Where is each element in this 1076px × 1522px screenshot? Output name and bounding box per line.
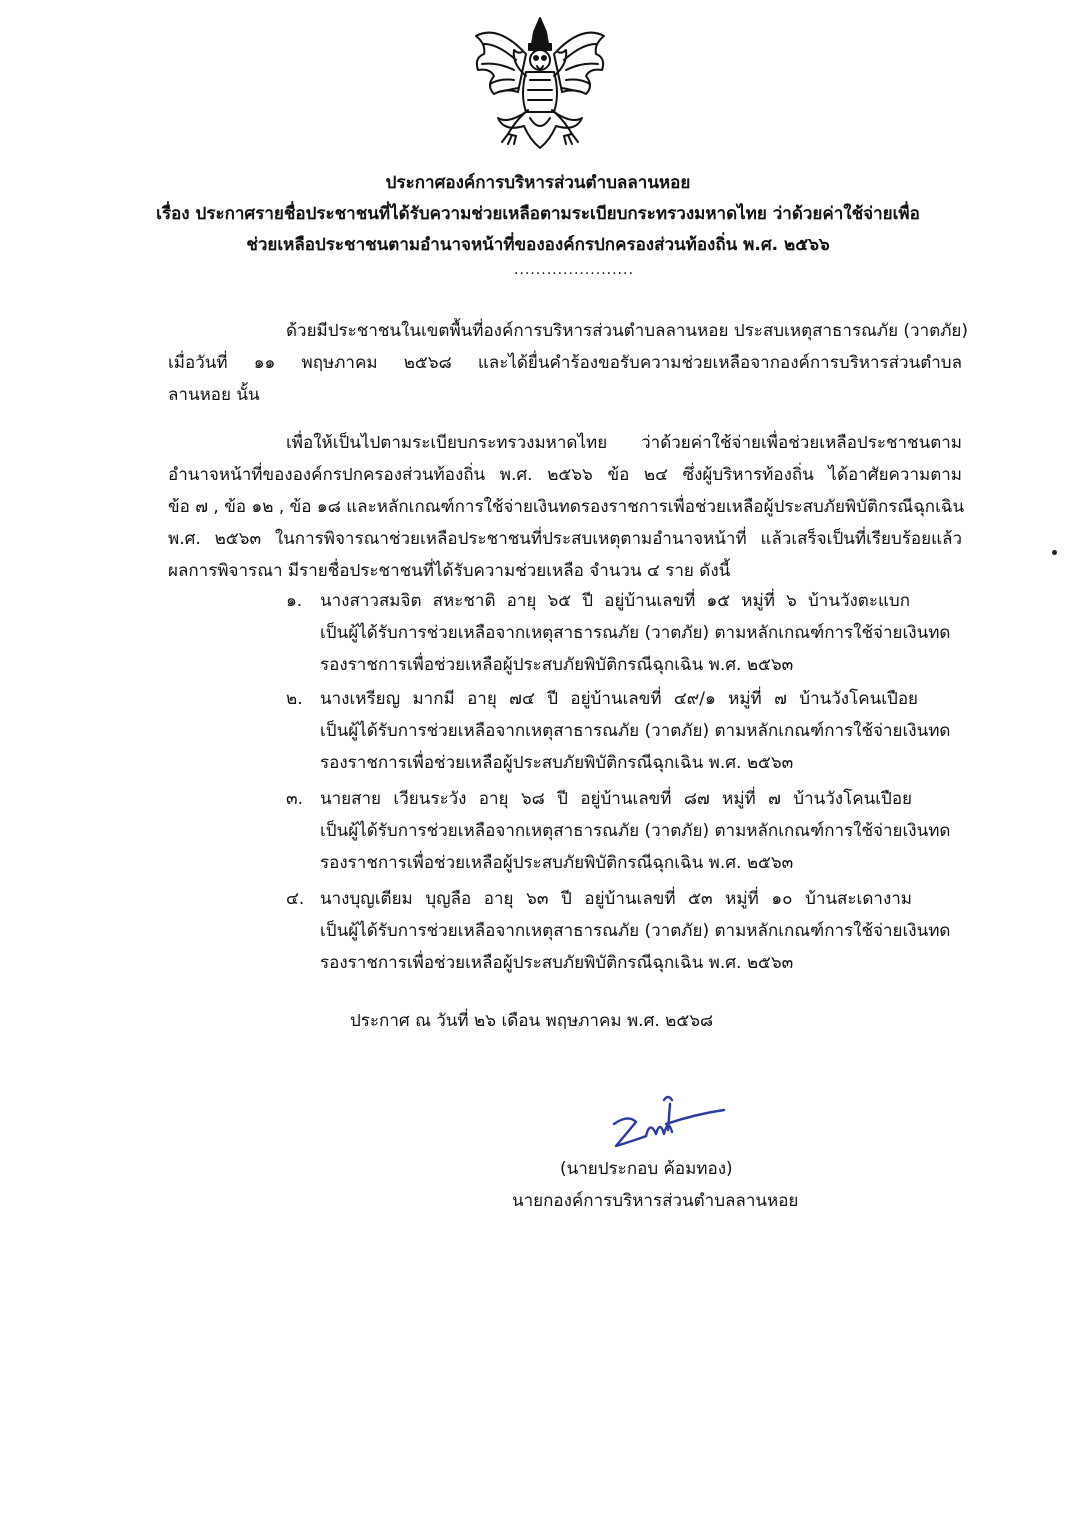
recipient-line-3: รองราชการเพื่อช่วยเหลือผู้ประสบภัยพิบัติกรณีฉุกเฉิน พ.ศ. ๒๕๖๓ [320, 853, 794, 873]
recipient-line-3: รองราชการเพื่อช่วยเหลือผู้ประสบภัยพิบัติกรณีฉุกเฉิน พ.ศ. ๒๕๖๓ [320, 953, 794, 973]
paragraph-1-line-2: เมื่อวันที่ ๑๑ พฤษภาคม ๒๕๖๘ และได้ยื่นคำร้องขอรับความช่วยเหลือจากองค์การบริหารส่วนตำบล [168, 353, 962, 373]
recipient-line-2: เป็นผู้ได้รับการช่วยเหลือจากเหตุสาธารณภัย (วาตภัย) ตามหลักเกณฑ์การใช้จ่ายเงินทด [320, 721, 951, 741]
recipient-line-1: นายสาย เวียนระวัง อายุ ๖๘ ปี อยู่บ้านเลขที่ ๘๗ หมู่ที่ ๗ บ้านวังโคนเปือย [320, 789, 912, 809]
paragraph-2-line-2: อำนาจหน้าที่ขององค์กรปกครองส่วนท้องถิ่น พ.ศ. ๒๕๖๖ ข้อ ๒๔ ซึ่งผู้บริหารท้องถิ่น ได้อาศัยความตาม [168, 465, 962, 485]
signatory-position: นายกองค์การบริหารส่วนตำบลลานหอย [512, 1191, 799, 1211]
paragraph-2-line-5: ผลการพิจารณา มีรายชื่อประชาชนที่ได้รับความช่วยเหลือ จำนวน ๔ ราย ดังนี้ [168, 561, 731, 581]
paragraph-2-line-3: ข้อ ๗ , ข้อ ๑๒ , ข้อ ๑๘ และหลักเกณฑ์การใช้จ่ายเงินทดรองราชการเพื่อช่วยเหลือผู้ประสบภัยพิบัติกรณีฉุกเฉิน [168, 497, 965, 517]
signatory-name: (นายประกอบ ค้อมทอง) [560, 1159, 733, 1179]
paragraph-1-line-1: ด้วยมีประชาชนในเขตพื้นที่องค์การบริหารส่วนตำบลลานหอย ประสบเหตุสาธารณภัย (วาตภัย) [286, 321, 968, 341]
announcement-title: ประกาศองค์การบริหารส่วนตำบลลานหอย [385, 173, 691, 193]
recipient-line-2: เป็นผู้ได้รับการช่วยเหลือจากเหตุสาธารณภัย (วาตภัย) ตามหลักเกณฑ์การใช้จ่ายเงินทด [320, 623, 951, 643]
recipient-line-1: นางบุญเตียม บุญลือ อายุ ๖๓ ปี อยู่บ้านเลขที่ ๕๓ หมู่ที่ ๑๐ บ้านสะเดางาม [320, 889, 912, 909]
header-separator: ...................... [514, 262, 634, 278]
recipient-line-3: รองราชการเพื่อช่วยเหลือผู้ประสบภัยพิบัติกรณีฉุกเฉิน พ.ศ. ๒๕๖๓ [320, 753, 794, 773]
subject-line-2: ช่วยเหลือประชาชนตามอำนาจหน้าที่ขององค์กรปกครองส่วนท้องถิ่น พ.ศ. ๒๕๖๖ [246, 235, 830, 255]
recipient-number: ๓. [286, 789, 304, 809]
garuda-emblem-icon [468, 14, 612, 154]
recipient-number: ๑. [286, 591, 303, 611]
paragraph-1-line-3: ลานหอย นั้น [168, 385, 260, 405]
paragraph-2-line-1: เพื่อให้เป็นไปตามระเบียบกระทรวงมหาดไทย ว่าด้วยค่าใช้จ่ายเพื่อช่วยเหลือประชาชนตาม [286, 433, 962, 453]
announcement-date: ประกาศ ณ วันที่ ๒๖ เดือน พฤษภาคม พ.ศ. ๒๕๖๘ [350, 1011, 714, 1031]
recipient-line-2: เป็นผู้ได้รับการช่วยเหลือจากเหตุสาธารณภัย (วาตภัย) ตามหลักเกณฑ์การใช้จ่ายเงินทด [320, 821, 951, 841]
recipient-line-2: เป็นผู้ได้รับการช่วยเหลือจากเหตุสาธารณภัย (วาตภัย) ตามหลักเกณฑ์การใช้จ่ายเงินทด [320, 921, 951, 941]
paragraph-2-line-4: พ.ศ. ๒๕๖๓ ในการพิจารณาช่วยเหลือประชาชนที่ประสบเหตุตามอำนาจหน้าที่ แล้วเสร็จเป็นที่เรียบร้อยแล้ว [168, 529, 962, 549]
recipient-number: ๔. [286, 889, 305, 909]
recipient-number: ๒. [286, 689, 303, 709]
scan-speck [1052, 550, 1057, 555]
subject-line-1: เรื่อง ประกาศรายชื่อประชาชนที่ได้รับความช่วยเหลือตามระเบียบกระทรวงมหาดไทย ว่าด้วยค่าใช้จ่ายเพื่อ [156, 204, 920, 224]
recipient-line-1: นางสาวสมจิต สหะชาติ อายุ ๖๕ ปี อยู่บ้านเลขที่ ๑๕ หมู่ที่ ๖ บ้านวังตะแบก [320, 591, 910, 611]
handwritten-signature [606, 1090, 728, 1156]
recipient-line-1: นางเหรียญ มากมี อายุ ๗๔ ปี อยู่บ้านเลขที่ ๔๙/๑ หมู่ที่ ๗ บ้านวังโคนเปือย [320, 689, 918, 709]
recipient-line-3: รองราชการเพื่อช่วยเหลือผู้ประสบภัยพิบัติกรณีฉุกเฉิน พ.ศ. ๒๕๖๓ [320, 655, 794, 675]
